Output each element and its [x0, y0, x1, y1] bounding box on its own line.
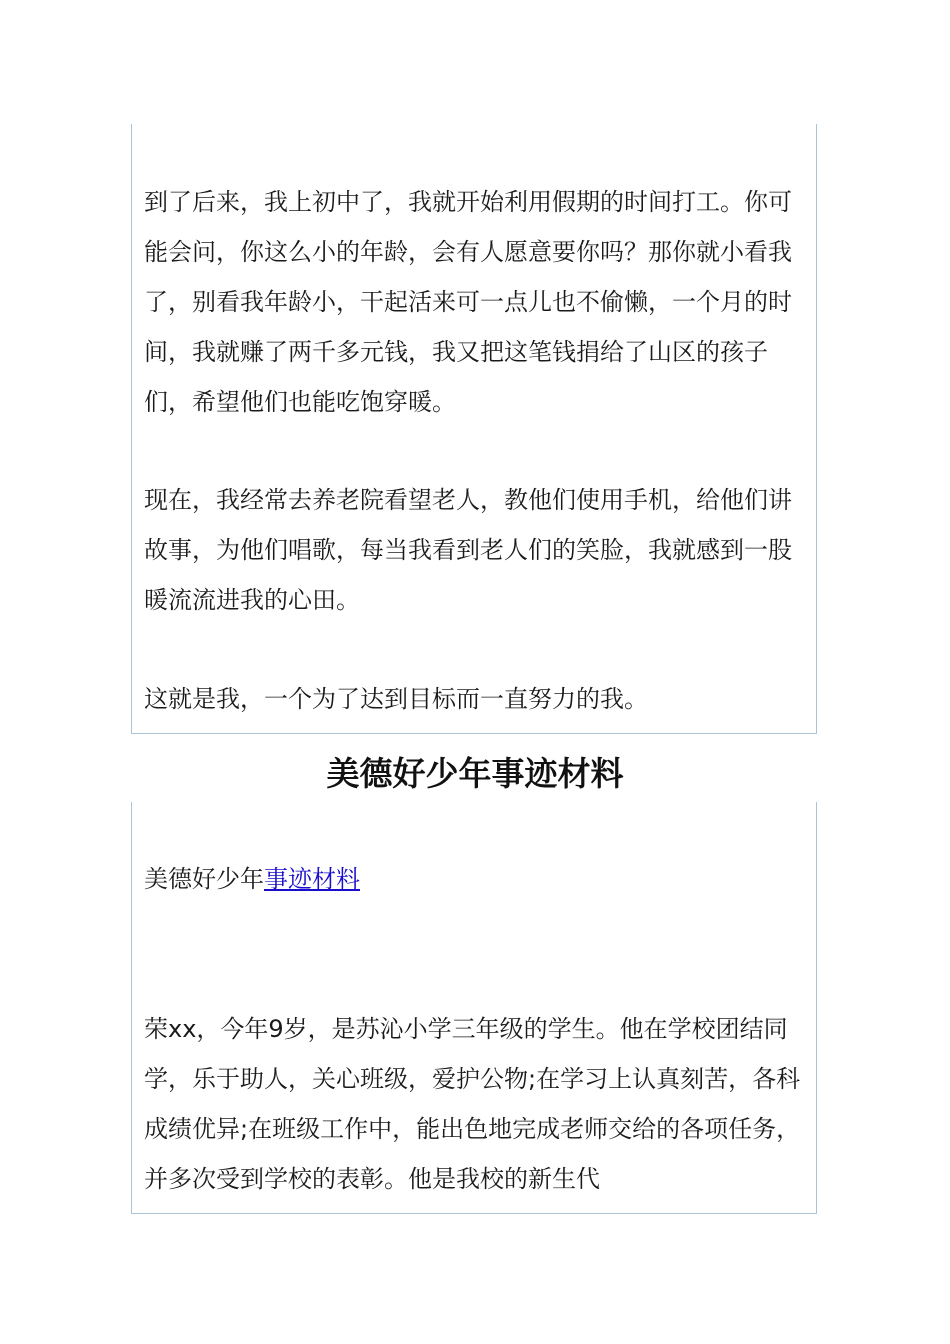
document-title: 美德好少年事迹材料	[326, 754, 624, 793]
materials-link[interactable]: 事迹材料	[264, 865, 360, 893]
paragraph-nursing-home: 现在，我经常去养老院看望老人，教他们使用手机，给他们讲故事，为他们唱歌，每当我看到老人们的笑脸，我就感到一股暖流流进我的心田。	[144, 486, 792, 614]
paragraph-work: 到了后来，我上初中了，我就开始利用假期的时间打工。你可能会问，你这么小的年龄，会有人愿意要你吗？那你就小看我了，别看我年龄小，干起活来可一点儿也不偷懒，一个月的时间，我就赚了两千多元钱，我又把这笔钱捐给了山区的孩子们，希望他们也能吃饱穿暖。	[144, 188, 792, 416]
paragraph-intro: 荣xx，今年9岁，是苏沁小学三年级的学生。他在学校团结同学，乐于助人，关心班级，爱护公物;在学习上认真刻苦，各科成绩优异;在班级工作中，能出色地完成老师交给的各项任务，并多次受到学校的表彰。他是我校的新生代	[144, 1015, 801, 1193]
section-heading-prefix: 美德好少年	[144, 865, 264, 893]
paragraph-conclusion: 这就是我，一个为了达到目标而一直努力的我。	[144, 685, 648, 713]
section-heading	[144, 854, 806, 904]
